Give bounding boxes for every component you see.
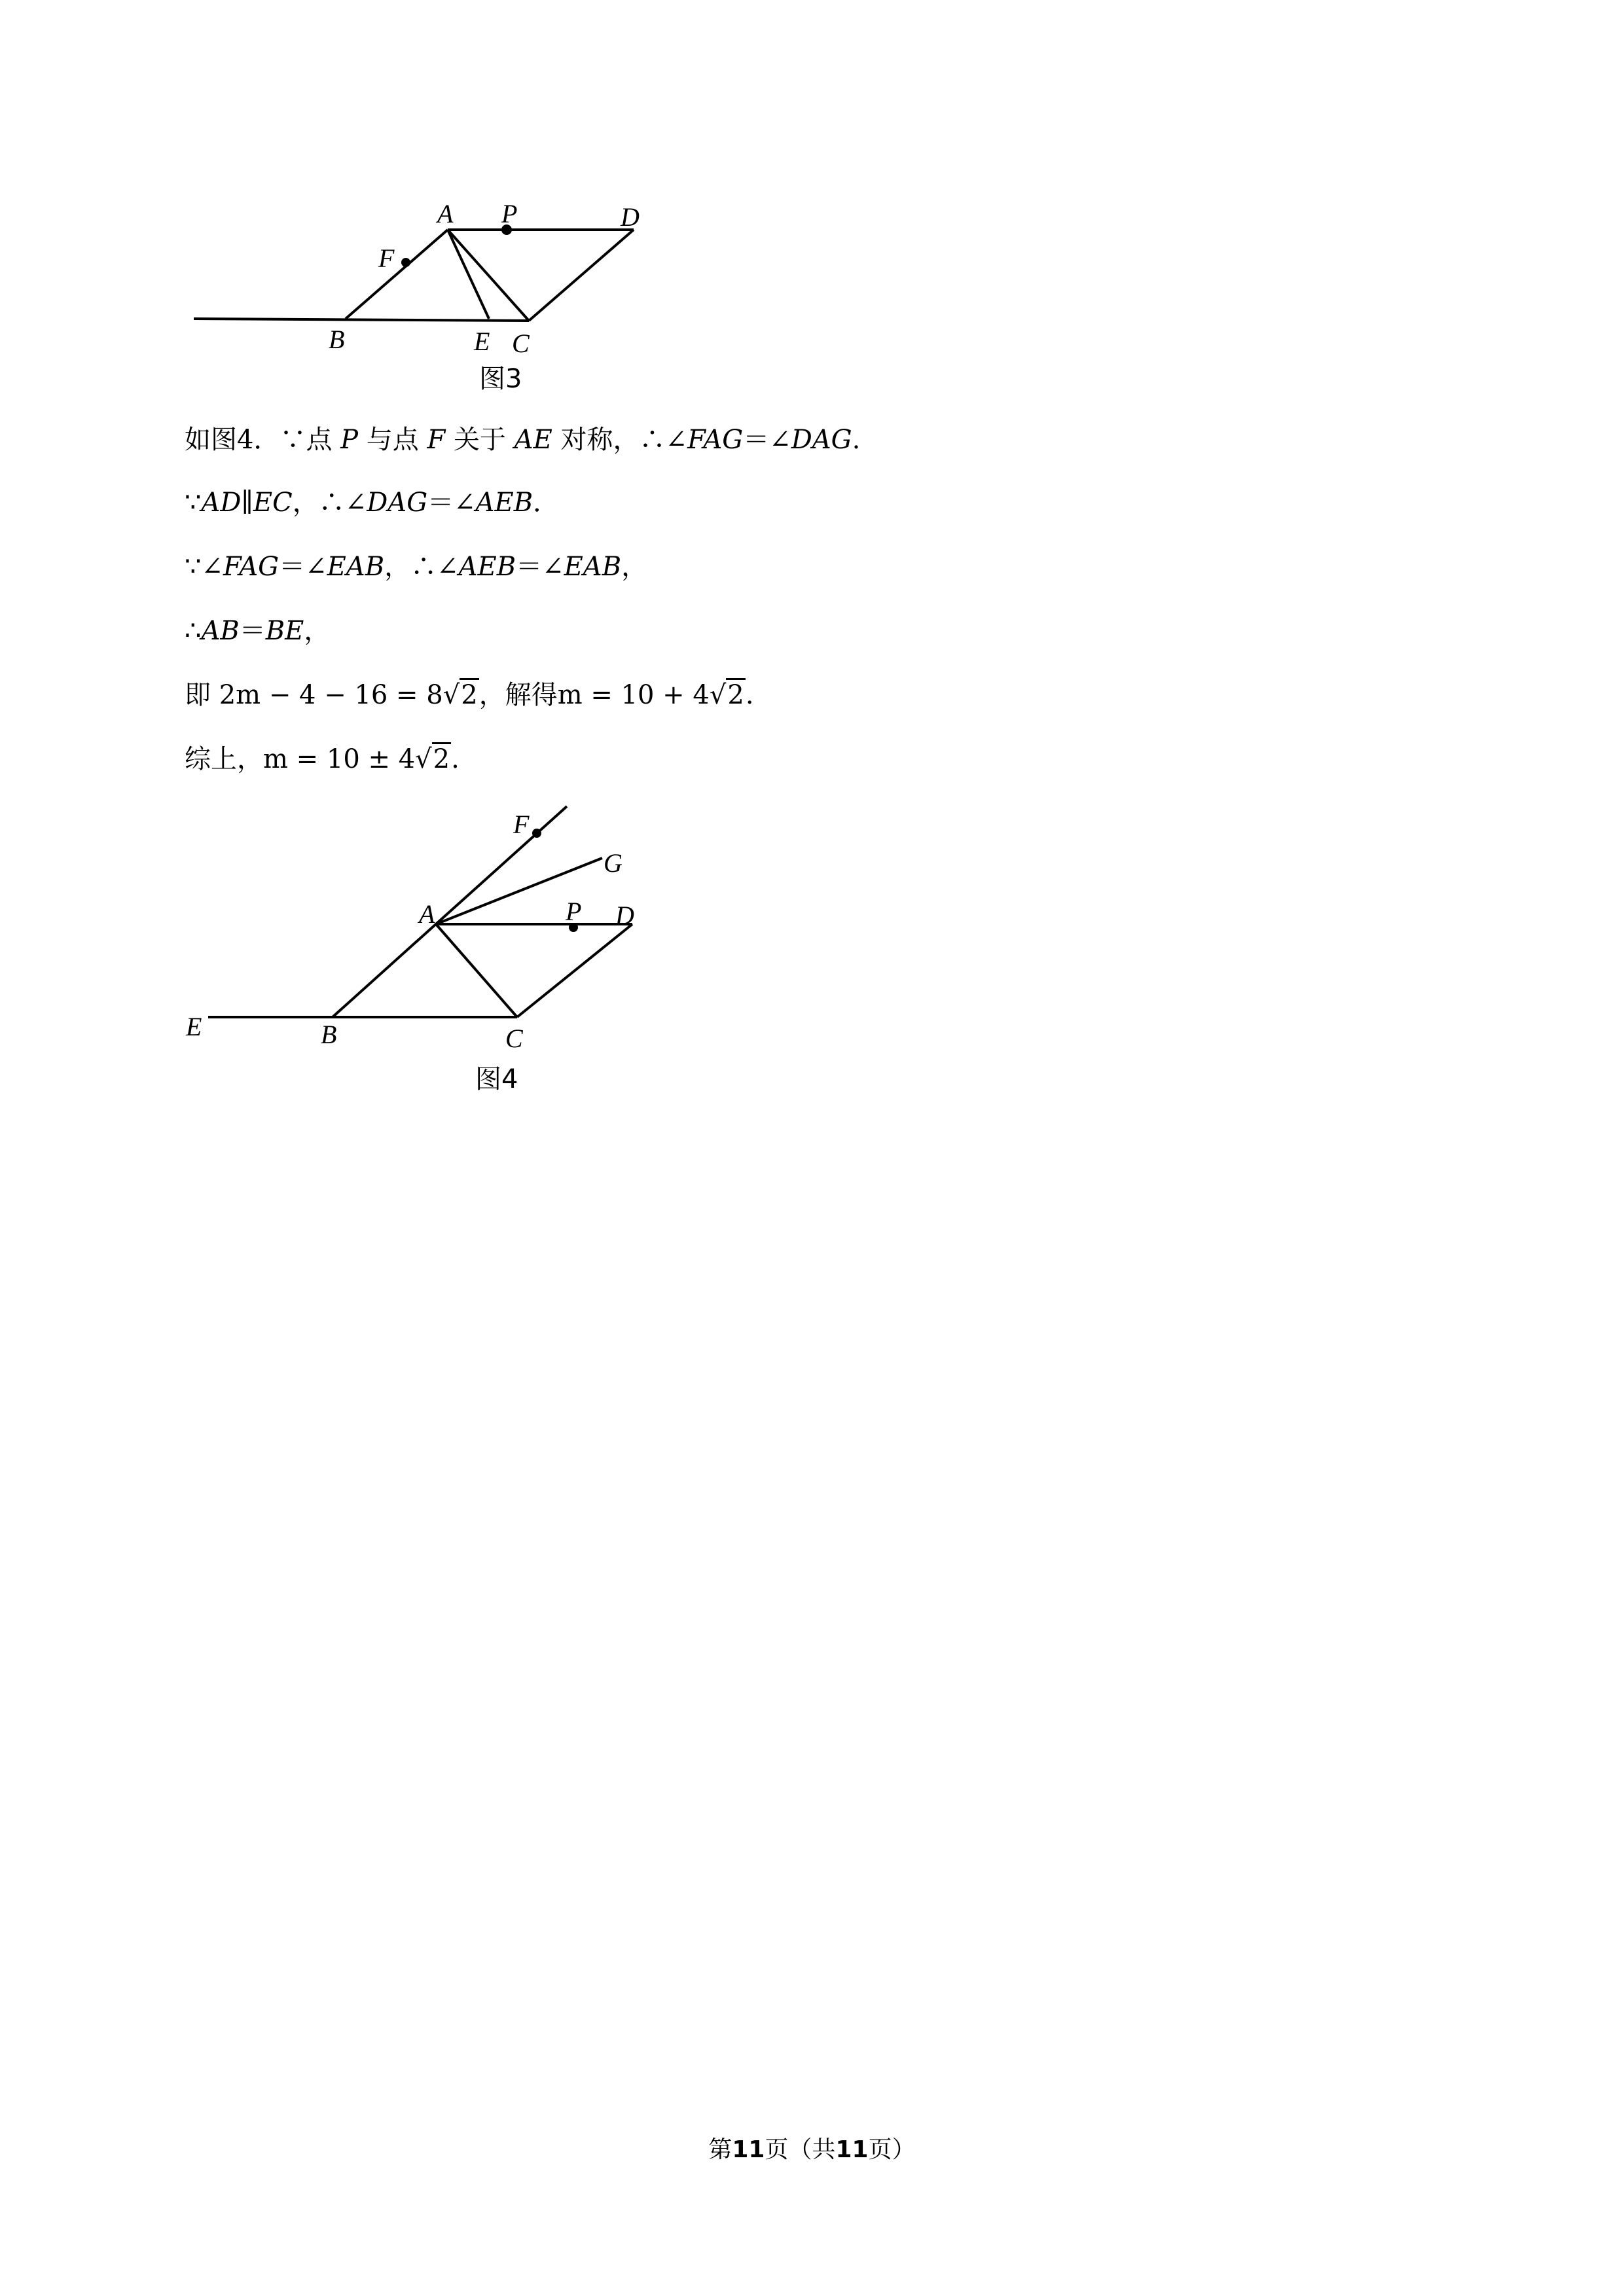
solution-line-5: 即 2m − 4 − 16 = 8√2，解得m = 10 + 4√2. xyxy=(185,677,754,713)
label-d: D xyxy=(621,202,640,232)
page-footer: 第11页（共11页） xyxy=(708,2136,916,2163)
solution-line-2: ∵AD∥EC，∴∠DAG＝∠AEB． xyxy=(185,488,560,518)
total-pages: 11 xyxy=(835,2136,869,2163)
label-e: E xyxy=(474,327,490,356)
caption-figure-4: 图4 xyxy=(475,1064,518,1094)
solution-line-4: ∴AB＝BE， xyxy=(185,616,331,646)
solution-line-1: 如图4．∵点 P 与点 F 关于 AE 对称，∴∠FAG＝∠DAG. xyxy=(185,425,861,455)
point-f xyxy=(532,829,541,838)
label-p: P xyxy=(566,897,582,926)
label-b: B xyxy=(321,1020,337,1049)
label-f: F xyxy=(513,810,530,839)
label-a: A xyxy=(419,899,435,929)
figure-4 xyxy=(0,0,1624,1113)
label-g: G xyxy=(604,848,623,878)
label-c: C xyxy=(512,329,530,358)
sqrt-symbol: √2 xyxy=(415,741,451,778)
segment-dc xyxy=(517,924,632,1017)
sqrt-symbol: √2 xyxy=(443,677,479,713)
label-d: D xyxy=(615,901,634,930)
label-a: A xyxy=(437,199,454,228)
solution-line-3: ∵∠FAG＝∠EAB，∴∠AEB＝∠EAB， xyxy=(185,552,648,582)
caption-figure-3: 图3 xyxy=(479,364,522,394)
page-number: 11 xyxy=(732,2136,765,2163)
segment-ac xyxy=(436,924,517,1017)
label-e: E xyxy=(186,1012,202,1041)
figure-4-svg xyxy=(0,0,1624,1113)
label-p: P xyxy=(501,199,518,228)
sqrt-symbol: √2 xyxy=(710,677,746,713)
label-c: C xyxy=(505,1024,523,1053)
label-f: F xyxy=(378,243,395,273)
label-b: B xyxy=(329,325,345,354)
segment-b-f xyxy=(333,806,567,1017)
solution-line-6: 综上，m = 10 ± 4√2. xyxy=(185,741,460,778)
